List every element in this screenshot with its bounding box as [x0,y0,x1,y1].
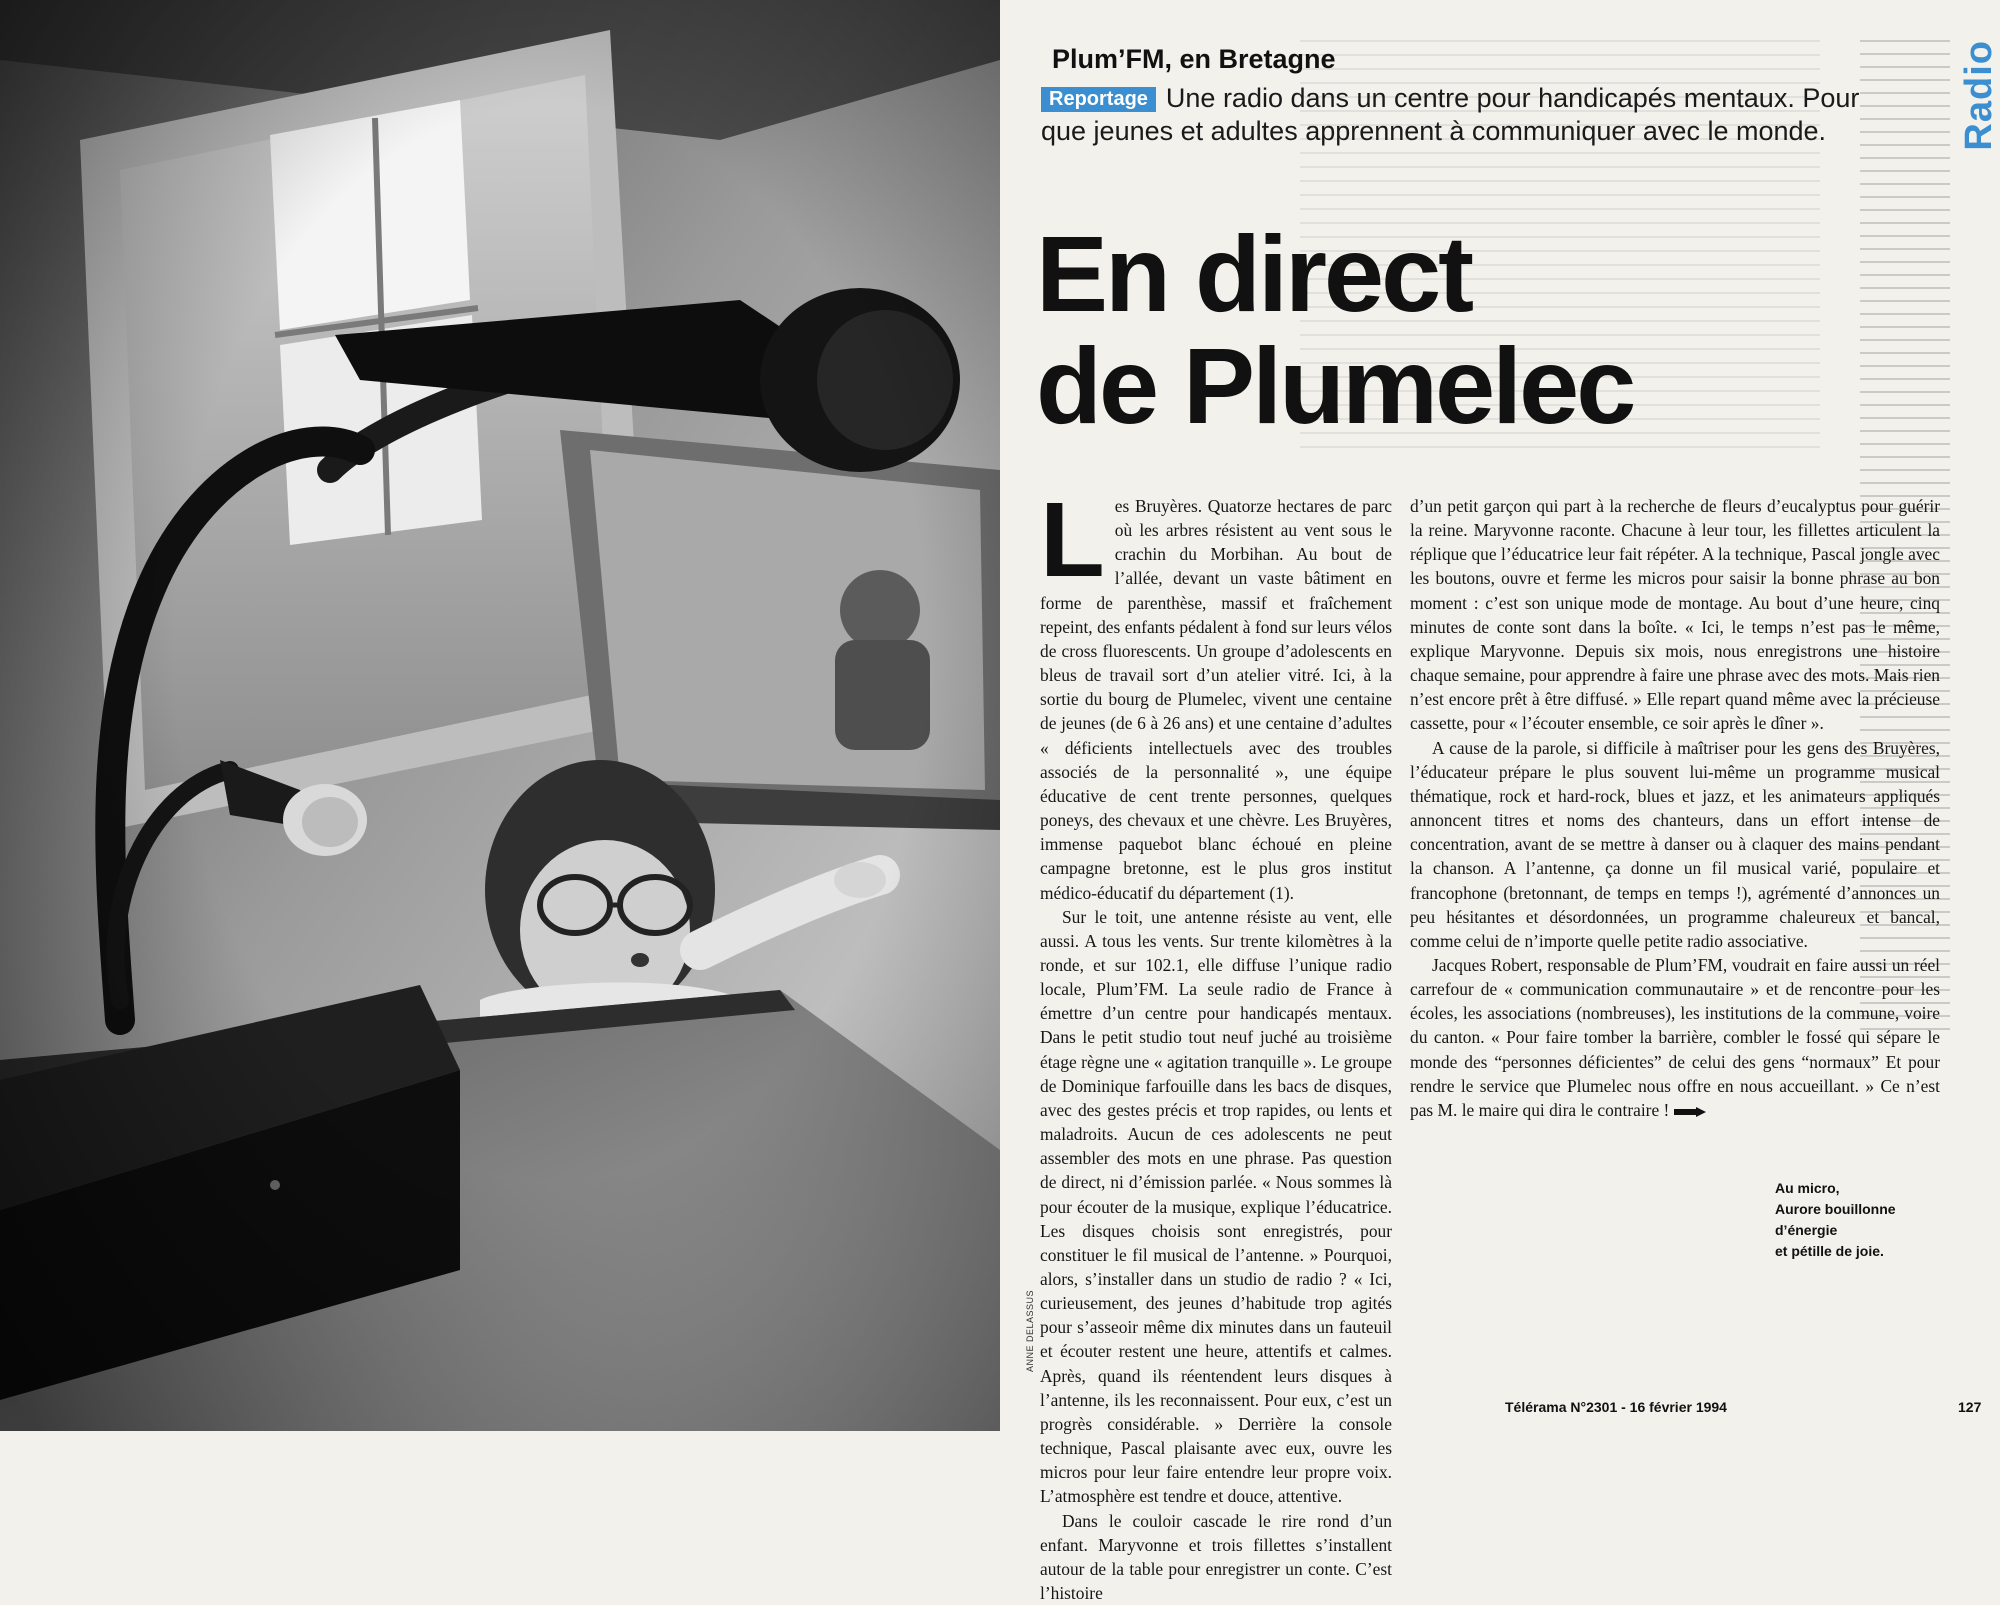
headline [1036,213,1634,446]
article-paragraph: d’un petit garçon qui part à la recherche de fleurs d’eucalyptus pour guérir la reine. Maryvonne raconte. Chacune à leur tour, les fillettes articulent la réplique que l’éducatrice leur fait répéter. A la technique, Pascal jongle avec les boutons, ouvre et ferme les micros pour saisir la bonne phrase au bon moment : c’est son unique mode de montage. Au bout d’une heure, cinq minutes de conte sont dans la boîte. « Ici, le temps n’est pas le même, explique Maryvonne. Depuis six mois, nous enregistrons une histoire chaque semaine, pour apprendre à faire une phrase avec des mots. Mais rien n’est encore prêt à être diffusé. » Elle repart quand même avec la précieuse cassette, pour « l’écouter ensemble, ce soir après le dîner ». [1410,496,1940,734]
end-arrow-icon [1674,1107,1706,1117]
article-column-2 [1410,494,1940,1122]
page-number: 127 [1958,1399,1982,1415]
issue-footer: Télérama N°2301 - 16 février 1994 [1505,1399,1727,1415]
headline-line-2: de Plumelec [1036,325,1634,446]
photo-caption: Au micro, Aurore bouillonne d’énergie et pétille de joie. [1775,1180,1896,1259]
headline-line-1: En direct [1036,213,1472,334]
article-paragraph: Les Bruyères. Quatorze hectares de parc où les arbres résistent au vent sous le crachin du Morbihan. Au bout de l’allée, devant un vaste bâtiment en forme de parenthèse, massif et fraîchement repeint, des enfants pédalent à fond sur leurs vélos de cross fluorescents. Un groupe d’adolescents en bleus de travail sort d’un atelier vitré. Ici, à la sortie du bourg de Plumelec, vivent une centaine de jeunes (de 6 à 26 ans) et une centaine d’adultes « déficients intellectuels avec des troubles associés de la personnalité », une équipe éducative de cent trente personnes, quelques poneys, des chevaux et une chèvre. Les Bruyères, immense paquebot blanc échoué en pleine campagne bretonne, est le plus gros institut médico-éducatif du département (1). [1040,481,1392,903]
article-photo [0,0,1000,1431]
kicker: Plum’FM, en Bretagne [1052,44,1336,74]
rubric-label: Radio [1958,40,2000,151]
article-column-1 [1040,481,1392,1605]
article-paragraph: Sur le toit, une antenne résiste au vent, elle aussi. A tous les vents. Sur trente kilomètres à la ronde, et sur 102.1, elle diffuse l’unique radio locale, Plum’FM. La seule radio de France à émettre d’un centre pour handicapés mentaux. Dans le petit studio tout neuf juché au troisième étage règne une « agitation tranquille ». Le groupe de Dominique farfouille dans les bacs de disques, avec des gestes précis et trop rapides, ou lents et maladroits. Aucun de ces adolescents ne peut assembler des mots en une phrase. Pas question de direct, ni d’émission parlée. « Nous sommes là pour écouter de la musique, explique l’éducatrice. Les disques choisis sont enregistrés, pour constituer le fil musical de l’antenne. » Pourquoi, alors, s’installer dans un studio de radio ? « Ici, curieusement, des jeunes d’habitude trop agités pour s’asseoir même dix minutes dans un fauteuil et écouter restent une heure, attentifs et calmes. Après, quand ils réentendent leurs disques à l’antenne, ils les reconnaissent. Pour eux, c’est un progrès considérable. » Derrière la console technique, Pascal plaisante avec eux, ouvre les micros pour leur faire entendre leur propre voix. L’atmosphère est tendre et douce, attentive. [1040,906,1392,1507]
section-tag: Reportage [1041,87,1156,112]
drop-cap: L [1040,481,1105,599]
photo-credit: ANNE DELASSUS [1025,1290,1035,1373]
article-paragraph: Jacques Robert, responsable de Plum’FM, voudrait en faire aussi un réel carrefour de « communication communautaire » et de rencontre pour les écoles, les associations (nombreuses), les institutions de la commune, voire du canton. « Pour faire tomber la barrière, combler le fossé qui sépare le monde des “personnes déficientes” de celui des gens “normaux” Et pour rendre le service que Plumelec nous offre en nous accueillant. » Ce n’est pas M. le maire qui dira le contraire ! [1410,954,1940,1120]
article-paragraph: Dans le couloir cascade le rire rond d’un enfant. Maryvonne et trois fillettes s’installent autour de la table pour enregistrer un conte. C’est l’histoire [1040,1510,1392,1604]
deck [1041,82,1901,148]
article-paragraph: A cause de la parole, si difficile à maîtriser pour les gens des Bruyères, l’éducateur prépare le plus souvent lui-même un programme musical thématique, rock et hard-rock, blues et jazz, et les animateurs appliqués annoncent titres et noms des chanteurs, dans un effort intense de concentration, avant de se mettre à danser ou à claquer des mains pendant la chanson. A l’antenne, ça donne un fil musical varié, populaire et francophone (bretonnant, de temps en temps !), agrémenté d’annonces un peu hésitantes et désordonnées, un programme chaleureux et bancal, comme celui de n’importe quelle petite radio associative. [1410,737,1940,951]
deck-text: Une radio dans un centre pour handicapés mentaux. Pour que jeunes et adultes apprennent à communiquer avec le monde. [1041,83,1860,146]
